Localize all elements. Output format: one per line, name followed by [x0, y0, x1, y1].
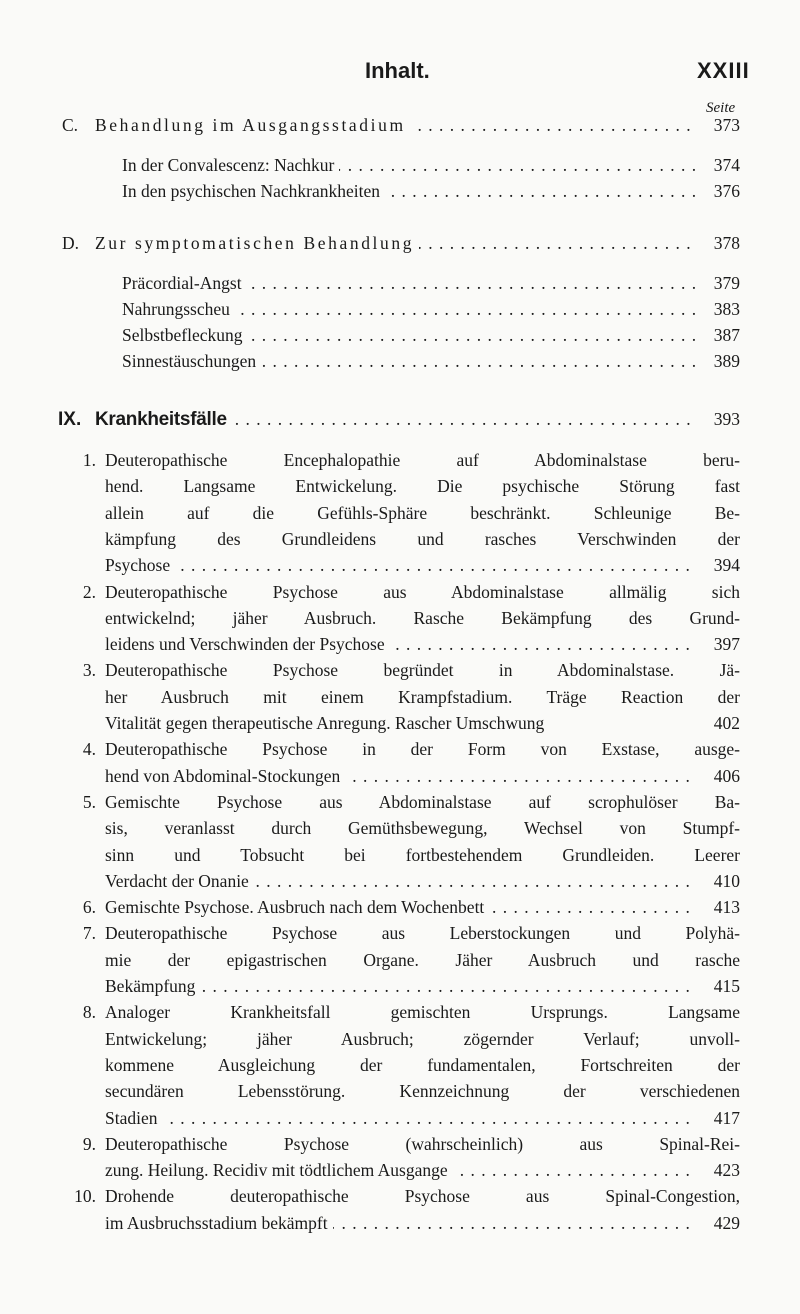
section-title: Behandlung im Ausgangsstadium . . . [95, 115, 695, 136]
case-number: 10. [74, 1186, 96, 1207]
case-number: 2. [82, 581, 96, 602]
section-label: C. [62, 115, 79, 135]
page-ref: 410 [713, 870, 740, 891]
case-text-line: Deuteropathische Psychose begründet in Abdominalstase. Jä- [105, 660, 740, 681]
page-title: Inhalt. [365, 58, 430, 83]
page-ref: 389 [713, 351, 740, 371]
case-text-line: her Ausbruch mit einem Krampfstadium. Träge Reaction der [105, 686, 740, 707]
page-ref: 379 [713, 273, 740, 293]
case-last-line: Stadien . . . [105, 1108, 693, 1129]
case-number: 9. [82, 1133, 96, 1154]
section-title: Zur symptomatischen Behandlung . . . [95, 233, 695, 254]
page-ref: 406 [713, 765, 740, 786]
page-ref: 374 [713, 155, 740, 175]
case-text-line: kommene Ausgleichung der fundamentalen, Fortschreiten der [105, 1054, 740, 1075]
case-text-line: sis, veranlasst durch Gemüthsbewegung, Wechsel von Stumpf- [105, 818, 740, 839]
case-text-line: kämpfung des Grundleidens und rasches Verschwinden der [105, 528, 740, 549]
case-last-line: hend von Abdominal-Stockungen . . . [105, 766, 693, 787]
entry-title: In den psychischen Nachkrankheiten . . . [122, 181, 695, 202]
case-text-line: Deuteropathische Psychose in der Form von Exstase, ausge- [105, 739, 740, 760]
section-label: D. [62, 233, 80, 253]
case-text-line: Analoger Krankheitsfall gemischten Ursprungs. Langsame [105, 1002, 740, 1023]
running-head [0, 58, 800, 88]
case-text-line: allein auf die Gefühls-Sphäre beschränkt. Schleunige Be- [105, 502, 740, 523]
section-label: IX. [58, 409, 82, 430]
case-text-line: Entwickelung; jäher Ausbruch; zögernder Verlauf; unvoll- [105, 1028, 740, 1049]
case-last-line: Verdacht der Onanie . . . [105, 871, 693, 892]
case-last-line: im Ausbruchsstadium bekämpft . . . [105, 1213, 693, 1234]
page-ref: 383 [713, 299, 740, 319]
case-text-line: mie der epigastrischen Organe. Jäher Ausbruch und rasche [105, 949, 740, 970]
page-ref: 402 [713, 713, 740, 733]
case-text-line: Deuteropathische Psychose aus Leberstockungen und Polyhä- [105, 923, 740, 944]
seite-column-label: Seite [706, 100, 736, 116]
case-last-line: Gemischte Psychose. Ausbruch nach dem Wochenbett . . . [105, 897, 693, 918]
case-number: 8. [82, 1002, 96, 1023]
entry-title: Sinnestäuschungen . . . [122, 351, 695, 372]
case-last-line: zung. Heilung. Recidiv mit tödtlichem Ausgange . . . [105, 1160, 693, 1181]
page-ref: 413 [713, 897, 740, 918]
case-text-line: sinn und Tobsucht bei fortbestehendem Grundleiden. Leerer [105, 844, 740, 865]
case-text-line: entwickelnd; jäher Ausbruch. Rasche Bekämpfung des Grund- [105, 607, 740, 628]
case-last-line: Psychose . . . [105, 555, 693, 576]
case-text-line: Drohende deuteropathische Psychose aus Spinal-Congestion, [105, 1186, 740, 1207]
case-last-line: leidens und Verschwinden der Psychose . . . [105, 634, 693, 655]
page-ref: 429 [713, 1212, 740, 1233]
case-text-line: Deuteropathische Psychose (wahrscheinlich) aus Spinal-Rei- [105, 1133, 740, 1154]
page-ref: 417 [713, 1107, 740, 1128]
page-ref: 415 [713, 976, 740, 996]
page-ref: 394 [713, 555, 740, 576]
case-text-line: Deuteropathische Encephalopathie auf Abdominalstase beru- [105, 450, 740, 470]
page-ref: 423 [713, 1160, 740, 1181]
case-last-line: Bekämpfung . . . [105, 976, 693, 997]
section-title: Krankheitsfälle . . . [95, 409, 695, 431]
case-number: 1. [82, 450, 96, 470]
page-ref: 376 [713, 181, 740, 201]
page-ref: 387 [713, 325, 740, 345]
entry-title: In der Convalescenz: Nachkur . . . [122, 155, 695, 176]
entry-title: Präcordial-Angst . . . [122, 273, 695, 294]
page-ref: 378 [713, 233, 740, 253]
case-number: 4. [82, 739, 96, 760]
case-text-line: Deuteropathische Psychose aus Abdominalstase allmälig sich [105, 581, 740, 602]
case-last-line: Vitalität gegen therapeutische Anregung. Rascher Umschwung [105, 713, 545, 733]
case-text-line: hend. Langsame Entwickelung. Die psychische Störung fast [105, 476, 740, 497]
case-text-line: secundären Lebensstörung. Kennzeichnung der verschiedenen [105, 1081, 740, 1102]
case-number: 6. [82, 897, 96, 918]
case-number: 5. [82, 791, 96, 812]
case-text-line: Gemischte Psychose aus Abdominalstase auf scrophulöser Ba- [105, 791, 740, 812]
entry-title: Nahrungsscheu . . . [122, 299, 695, 320]
case-number: 3. [82, 660, 96, 681]
entry-title: Selbstbefleckung . . . [122, 325, 695, 346]
case-number: 7. [82, 923, 96, 944]
page-ref: 393 [713, 409, 740, 429]
page-ref: 373 [713, 115, 740, 135]
page-number: XXIII [697, 58, 750, 83]
page-ref: 397 [713, 634, 740, 655]
